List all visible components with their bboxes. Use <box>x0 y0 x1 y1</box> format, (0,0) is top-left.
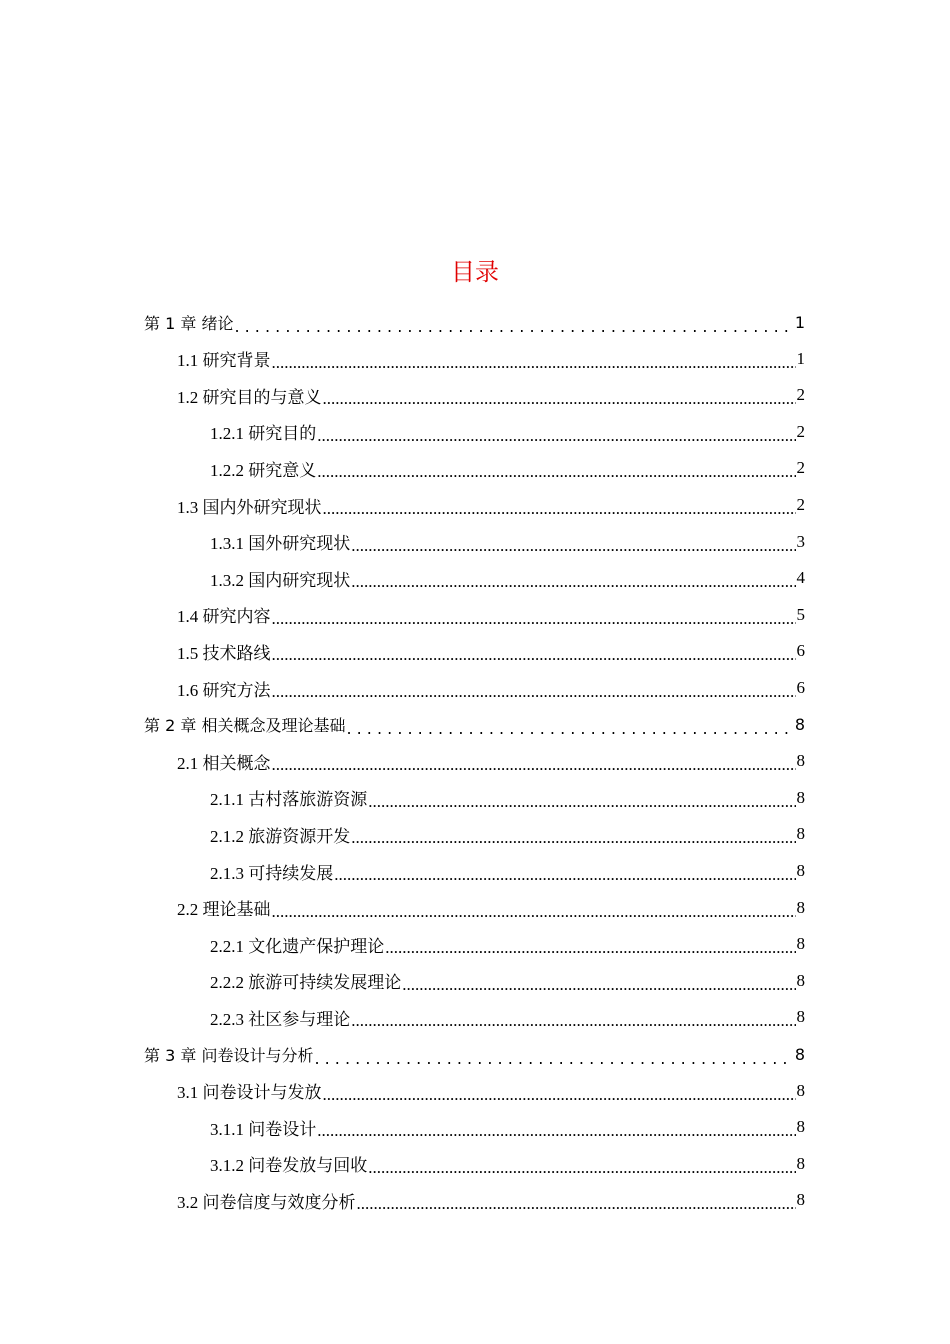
toc-entry-page-number: 6 <box>796 641 805 661</box>
toc-entry-label: 1.6 研究方法 <box>177 680 271 700</box>
toc-entry-page-number: 8 <box>796 897 805 917</box>
dot-leader <box>368 1158 795 1178</box>
toc-entry-page-number: 8 <box>796 861 805 880</box>
toc-entry-label: 1.1 研究背景 <box>177 351 271 371</box>
dot-leader <box>317 1121 795 1141</box>
toc-entry-label: 1.2.1 研究目的 <box>210 424 317 444</box>
toc-subsection-entry[interactable] <box>210 999 805 1035</box>
toc-entry-label: 3.1.2 问卷发放与回收 <box>210 1156 368 1176</box>
dot-leader <box>272 902 796 922</box>
toc-section-entry[interactable] <box>177 1073 805 1109</box>
dot-leader <box>351 536 795 556</box>
toc-subsection-entry[interactable] <box>210 780 805 816</box>
toc-subsection-entry[interactable] <box>210 450 805 486</box>
toc-entry-label: 第 2 章 相关概念及理论基础 <box>144 716 346 736</box>
dot-leader <box>323 1085 796 1105</box>
toc-entry-label: 第 3 章 问卷设计与分析 <box>144 1045 314 1065</box>
toc-entry-label: 2.2 理论基础 <box>177 900 271 920</box>
toc-chapter-entry[interactable] <box>144 1036 805 1072</box>
toc-entry-label: 1.2 研究目的与意义 <box>177 387 322 407</box>
dot-leader <box>368 792 795 812</box>
toc-section-entry[interactable] <box>177 890 805 926</box>
toc-section-entry[interactable] <box>177 633 805 669</box>
toc-entry-page-number: 8 <box>796 934 805 954</box>
toc-chapter-entry[interactable] <box>144 707 805 743</box>
dot-leader <box>272 353 796 373</box>
toc-entry-label: 1.3.1 国外研究现状 <box>210 534 351 554</box>
toc-entry-page-number: 2 <box>796 458 805 478</box>
toc-entry-page-number: 3 <box>796 531 805 551</box>
toc-entry-label: 第 1 章 绪论 <box>144 313 234 333</box>
toc-subsection-entry[interactable] <box>210 1109 805 1145</box>
toc-subsection-entry[interactable] <box>210 963 805 999</box>
dot-leader <box>234 317 793 336</box>
dot-leader <box>323 389 796 409</box>
toc-section-entry[interactable] <box>177 487 805 523</box>
toc-entry-label: 1.3 国内外研究现状 <box>177 497 322 517</box>
dot-leader <box>317 426 795 446</box>
toc-chapter-entry[interactable] <box>144 304 805 340</box>
toc-entry-page-number: 5 <box>796 604 805 624</box>
toc-subsection-entry[interactable] <box>210 560 805 596</box>
toc-entry-label: 2.1.2 旅游资源开发 <box>210 826 351 846</box>
toc-section-entry[interactable] <box>177 670 805 706</box>
toc-entry-label: 2.2.2 旅游可持续发展理论 <box>210 973 402 993</box>
toc-entry-page-number: 8 <box>794 1044 805 1064</box>
dot-leader <box>351 828 795 848</box>
toc-entry-page-number: 8 <box>796 1153 805 1173</box>
toc-entry-label: 1.3.2 国内研究现状 <box>210 570 351 590</box>
toc-entry-page-number: 8 <box>794 715 805 735</box>
toc-subsection-entry[interactable] <box>210 926 805 962</box>
toc-entry-label: 2.2.1 文化遗产保护理论 <box>210 936 385 956</box>
toc-section-entry[interactable] <box>177 1182 805 1218</box>
toc-entry-page-number: 8 <box>796 1080 805 1100</box>
toc-title: 目录 <box>451 258 499 286</box>
dot-leader <box>323 499 796 519</box>
dot-leader <box>272 682 796 702</box>
dot-leader <box>385 938 795 958</box>
toc-subsection-entry[interactable] <box>210 1146 805 1182</box>
toc-entry-label: 2.1.3 可持续发展 <box>210 863 334 883</box>
toc-entry-page-number: 8 <box>796 751 805 771</box>
toc-subsection-entry[interactable] <box>210 524 805 560</box>
toc-entry-page-number: 8 <box>796 824 805 844</box>
dot-leader <box>357 1194 796 1214</box>
toc-subsection-entry[interactable] <box>210 816 805 852</box>
toc-entry-page-number: 8 <box>796 1190 805 1210</box>
toc-entry-page-number: 8 <box>796 970 805 990</box>
toc-entry-label: 1.5 技术路线 <box>177 643 271 663</box>
toc-section-entry[interactable] <box>177 341 805 377</box>
toc-subsection-entry[interactable] <box>210 853 805 889</box>
toc-entry-label: 1.4 研究内容 <box>177 607 271 627</box>
toc-entry-label: 2.1 相关概念 <box>177 753 271 773</box>
toc-entry-page-number: 1 <box>796 348 805 368</box>
toc-entry-page-number: 8 <box>796 1117 805 1137</box>
toc-entry-page-number: 2 <box>796 495 805 514</box>
dot-leader <box>272 645 796 665</box>
dot-leader <box>272 755 796 775</box>
toc-entry-page-number: 2 <box>796 421 805 441</box>
dot-leader <box>351 1011 795 1031</box>
toc-entry-page-number: 6 <box>796 678 805 697</box>
toc-section-entry[interactable] <box>177 377 805 413</box>
toc-section-entry[interactable] <box>177 597 805 633</box>
toc-entry-page-number: 8 <box>796 1007 805 1027</box>
dot-leader <box>334 865 795 885</box>
toc-subsection-entry[interactable] <box>210 414 805 450</box>
toc-entry-label: 3.1.1 问卷设计 <box>210 1119 317 1139</box>
toc-entry-label: 3.2 问卷信度与效度分析 <box>177 1192 356 1212</box>
dot-leader <box>317 462 795 482</box>
toc-section-entry[interactable] <box>177 743 805 779</box>
dot-leader <box>402 975 795 995</box>
toc-entry-label: 1.2.2 研究意义 <box>210 460 317 480</box>
dot-leader <box>272 609 796 629</box>
toc-entry-label: 2.2.3 社区参与理论 <box>210 1009 351 1029</box>
toc-entry-page-number: 8 <box>796 787 805 807</box>
dot-leader <box>314 1049 793 1068</box>
toc-entry-page-number: 4 <box>796 568 805 588</box>
toc-entry-label: 2.1.1 古村落旅游资源 <box>210 790 368 810</box>
toc-entry-page-number: 2 <box>796 385 805 405</box>
dot-leader <box>346 719 793 738</box>
toc-entry-page-number: 1 <box>794 312 805 332</box>
dot-leader <box>351 572 795 592</box>
toc-entry-label: 3.1 问卷设计与发放 <box>177 1083 322 1103</box>
